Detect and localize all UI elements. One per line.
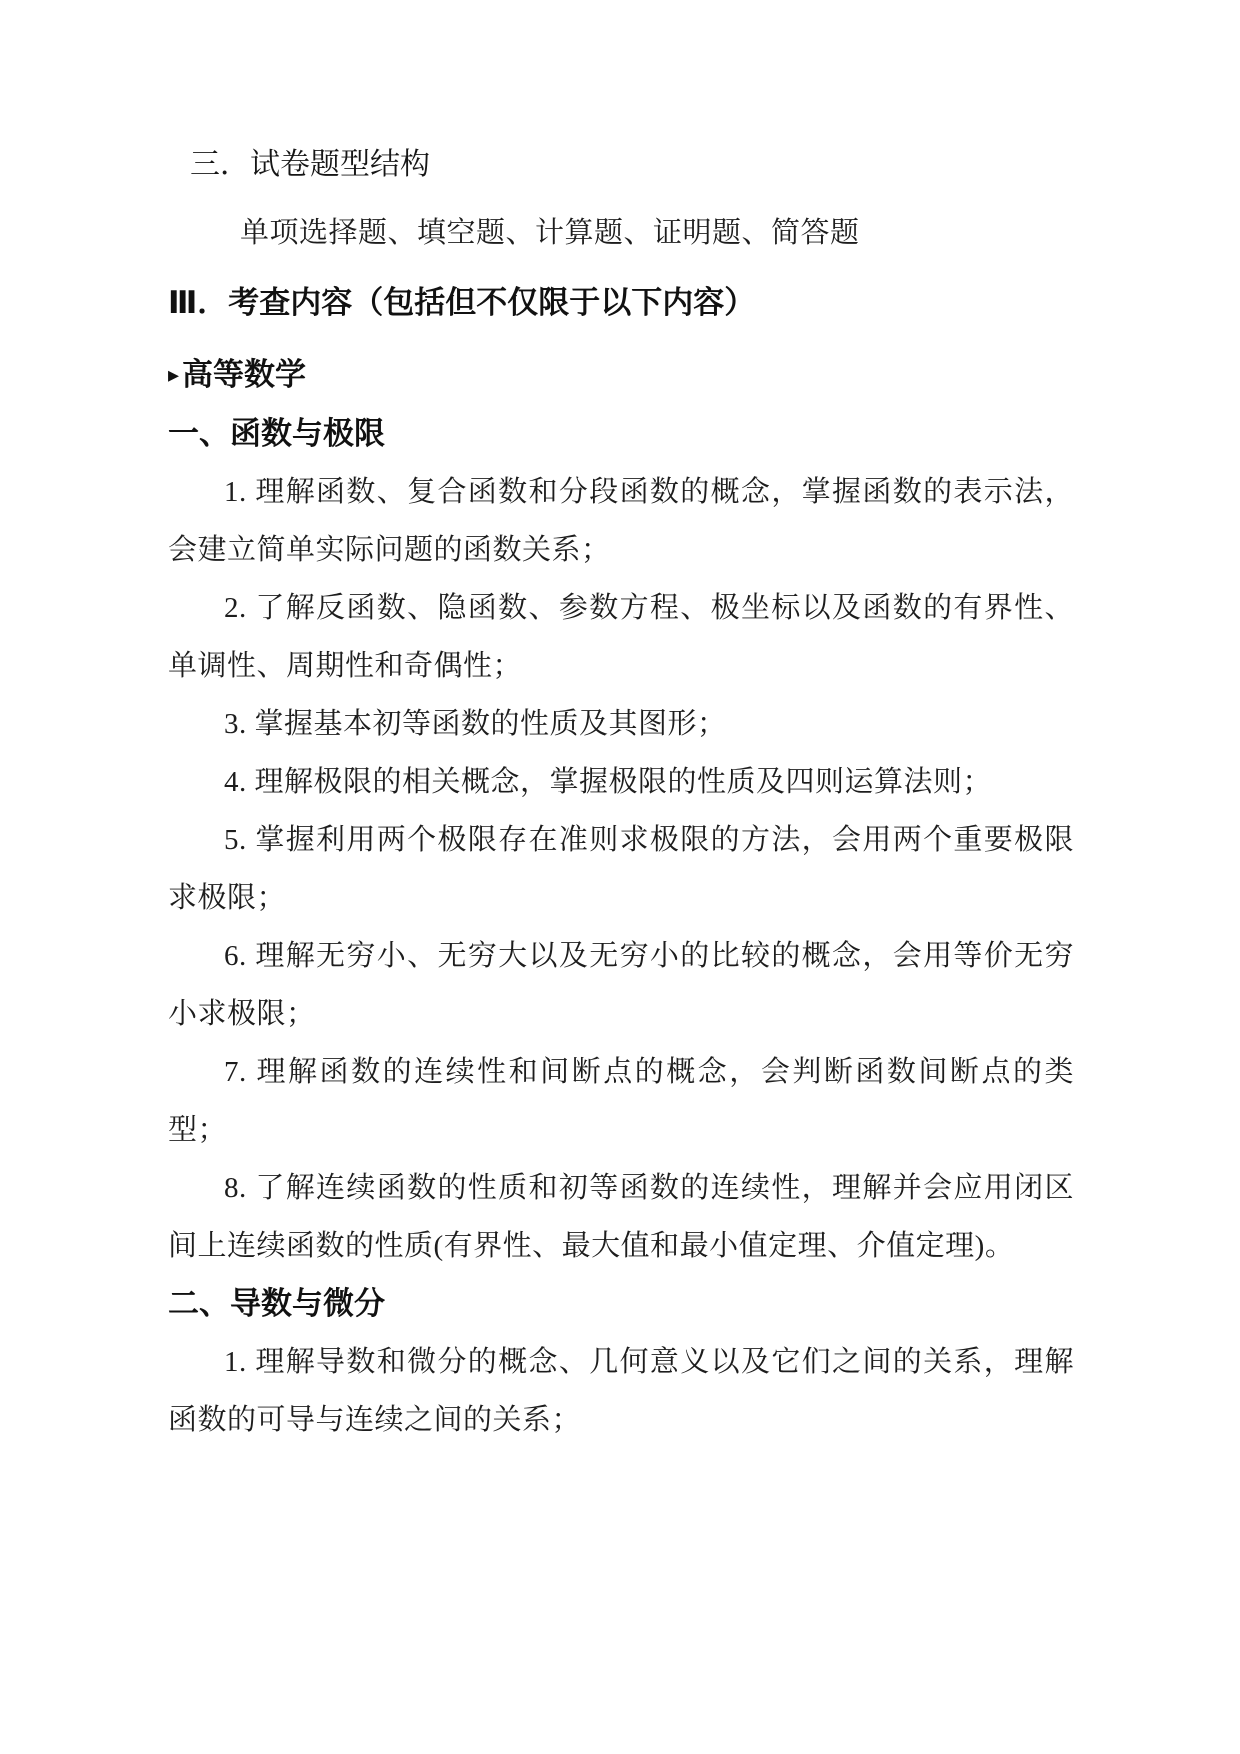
list-item-limits-5: 5. 掌握利用两个极限存在准则求极限的方法，会用两个重要极限求极限； <box>168 824 1074 914</box>
section-heading-exam-content: Ⅲ．考查内容（包括但不仅限于以下内容） <box>168 285 756 320</box>
list-item-limits-2: 2. 了解反函数、隐函数、参数方程、极坐标以及函数的有界性、单调性、周期性和奇偶性； <box>168 592 1074 682</box>
document-content <box>168 136 1074 1449</box>
list-item-limits-3: 3. 掌握基本初等函数的性质及其图形； <box>224 708 727 740</box>
list-item-limits-1: 1. 理解函数、复合函数和分段函数的概念，掌握函数的表示法，会建立简单实际问题的函数关系； <box>168 476 1074 566</box>
list-item-limits-7: 7. 理解函数的连续性和间断点的概念，会判断函数间断点的类型； <box>168 1056 1074 1146</box>
chapter-heading-derivatives-and-differentials: 二、导数与微分 <box>168 1286 385 1321</box>
section-heading-exam-structure: 三．试卷题型结构 <box>190 148 430 181</box>
triangle-bullet-icon: ▸ <box>168 363 180 388</box>
chapter-heading-functions-and-limits: 一、函数与极限 <box>168 416 385 451</box>
list-item-limits-6: 6. 理解无穷小、无穷大以及无穷小的比较的概念，会用等价无穷小求极限； <box>168 940 1074 1030</box>
paragraph-question-types: 单项选择题、填空题、计算题、证明题、简答题 <box>240 217 860 249</box>
list-item-limits-8: 8. 了解连续函数的性质和初等函数的连续性，理解并会应用闭区间上连续函数的性质(有界性、最大值和最小值定理、介值定理)。 <box>168 1172 1074 1262</box>
subject-heading-advanced-math <box>168 346 1074 405</box>
list-item-derivatives-1: 1. 理解导数和微分的概念、几何意义以及它们之间的关系，理解函数的可导与连续之间的关系； <box>168 1346 1074 1436</box>
list-item-limits-4: 4. 理解极限的相关概念，掌握极限的性质及四则运算法则； <box>224 766 993 798</box>
subject-heading-label: 高等数学 <box>182 357 307 392</box>
